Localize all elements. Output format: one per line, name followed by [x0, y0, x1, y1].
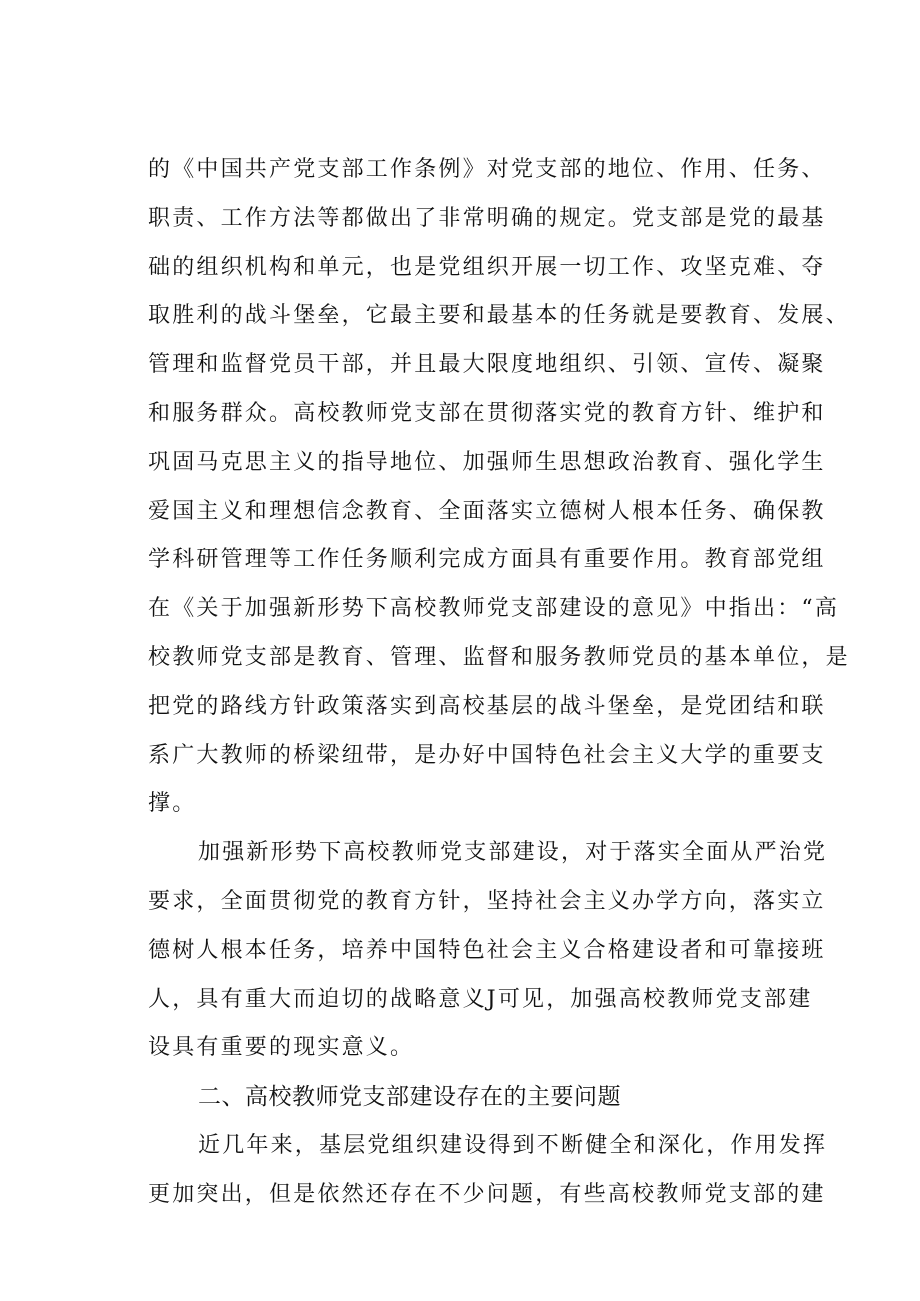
- text-line: 德树人根本任务，培养中国特色社会主义合格建设者和可靠接班: [148, 937, 826, 963]
- text-line: 把党的路线方针政策落实到高校基层的战斗堡垒，是党团结和联: [148, 693, 826, 719]
- text-line: 要求，全面贯彻党的教育方针，坚持社会主义办学方向，落实立: [148, 888, 826, 914]
- text-line: 和服务群众。高校教师党支部在贯彻落实党的教育方针、维护和: [148, 400, 826, 426]
- paragraph-2: [148, 829, 828, 1073]
- text-line: 加强新形势下高校教师党支部建设，对于落实全面从严治党: [198, 840, 828, 866]
- document-body: [148, 146, 850, 1220]
- section-heading: 二、高校教师党支部建设存在的主要问题: [198, 1084, 621, 1111]
- paragraph-3: [148, 1122, 828, 1220]
- text-line: 学科研管理等工作任务顺利完成方面具有重要作用。教育部党组: [148, 547, 826, 573]
- text-line: 在《关于加强新形势下高校教师党支部建设的意见》中指出：“高: [148, 596, 840, 622]
- text-line: 设具有重要的现实意义。: [148, 1035, 415, 1061]
- text-line: 人，具有重大而迫切的战略意义J可见，加强高校教师党支部建: [148, 986, 813, 1012]
- paragraph-1: [148, 146, 850, 829]
- text-line: 更加突出，但是依然还存在不少问题，有些高校教师党支部的建: [148, 1181, 826, 1207]
- text-line: 撑。: [148, 791, 197, 817]
- text-line: 的《中国共产党支部工作条例》对党支部的地位、作用、任务、: [148, 157, 826, 182]
- text-line: 巩固马克思主义的指导地位、加强师生思想政治教育、强化学生: [148, 449, 826, 475]
- text-line: 管理和监督党员干部，并且最大限度地组织、引领、宣传、凝聚: [148, 352, 826, 378]
- text-line: 系广大教师的桥梁纽带，是办好中国特色社会主义大学的重要支: [148, 742, 826, 768]
- text-line: 础的组织机构和单元，也是党组织开展一切工作、攻坚克难、夺: [148, 254, 826, 280]
- text-line: 近几年来，基层党组织建设得到不断健全和深化，作用发挥: [198, 1132, 828, 1158]
- text-line: 爱国主义和理想信念教育、全面落实立德树人根本任务、确保教: [148, 498, 826, 524]
- text-line: 职责、工作方法等都做出了非常明确的规定。党支部是党的最基: [148, 205, 826, 231]
- text-line: 校教师党支部是教育、管理、监督和服务教师党员的基本单位，是: [148, 644, 850, 670]
- text-line: 取胜利的战斗堡垒，它最主要和最基本的任务就是要教育、发展、: [148, 303, 850, 329]
